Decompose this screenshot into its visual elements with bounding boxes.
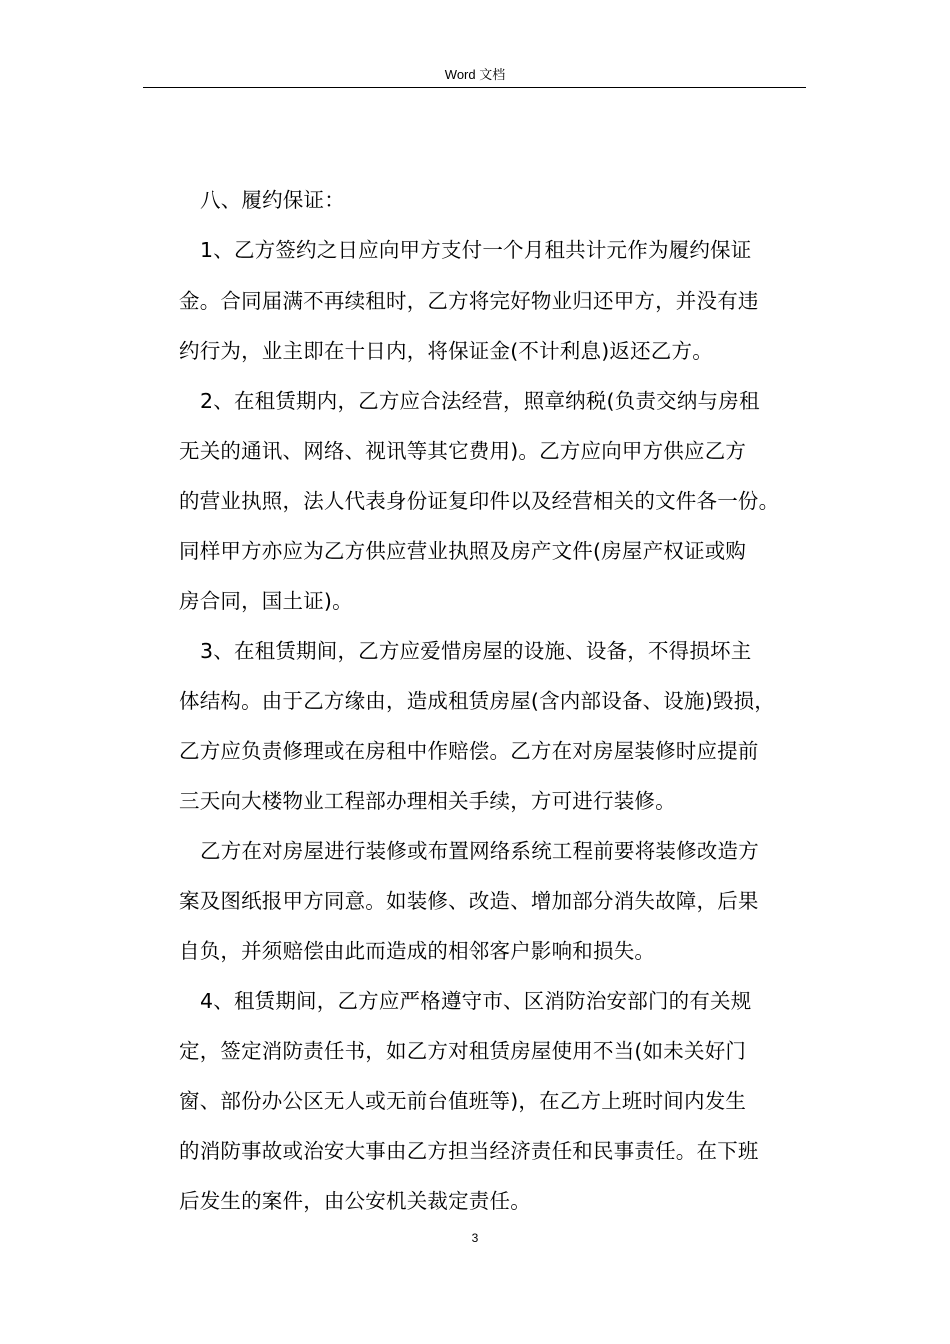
paragraph-line: 的消防事故或治安大事由乙方担当经济责任和民事责任。在下班 <box>179 1139 759 1163</box>
paragraph-line: 1、乙方签约之日应向甲方支付一个月租共计元作为履约保证 <box>200 238 752 262</box>
paragraph-line: 3、在租赁期间，乙方应爱惜房屋的设施、设备，不得损坏主 <box>200 639 752 663</box>
paragraph-line: 4、租赁期间，乙方应严格遵守市、区消防治安部门的有关规 <box>200 989 752 1013</box>
paragraph-line: 自负，并须赔偿由此而造成的相邻客户影响和损失。 <box>179 939 656 963</box>
paragraph-line: 房合同，国土证)。 <box>179 589 353 613</box>
paragraph-line: 乙方应负责修理或在房租中作赔偿。乙方在对房屋装修时应提前 <box>179 739 759 763</box>
paragraph-line: 窗、部份办公区无人或无前台值班等)，在乙方上班时间内发生 <box>179 1089 747 1113</box>
paragraph-line: 定，签定消防责任书，如乙方对租赁房屋使用不当(如未关好门 <box>179 1039 747 1063</box>
paragraph-line: 后发生的案件，由公安机关裁定责任。 <box>179 1189 531 1213</box>
page-number: 3 <box>471 1231 479 1245</box>
section-heading: 八、履约保证： <box>200 188 345 212</box>
paragraph-line: 乙方在对房屋进行装修或布置网络系统工程前要将装修改造方 <box>200 839 759 863</box>
paragraph-line: 无关的通讯、网络、视讯等其它费用)。乙方应向甲方供应乙方 <box>179 439 747 463</box>
paragraph-line: 2、在租赁期内，乙方应合法经营，照章纳税(负责交纳与房租 <box>200 389 760 413</box>
paragraph-line: 案及图纸报甲方同意。如装修、改造、增加部分消失故障，后果 <box>179 889 759 913</box>
paragraph-line: 同样甲方亦应为乙方供应营业执照及房产文件(房屋产权证或购 <box>179 539 747 563</box>
page-header-title: Word 文档 <box>444 67 506 82</box>
paragraph-line: 体结构。由于乙方缘由，造成租赁房屋(含内部设备、设施)毁损， <box>179 689 775 713</box>
paragraph-line: 金。合同届满不再续租时，乙方将完好物业归还甲方，并没有违 <box>179 289 759 313</box>
paragraph-line: 约行为，业主即在十日内，将保证金(不计利息)返还乙方。 <box>179 339 713 363</box>
paragraph-line: 三天向大楼物业工程部办理相关手续，方可进行装修。 <box>179 789 676 813</box>
paragraph-line: 的营业执照，法人代表身份证复印件以及经营相关的文件各一份。 <box>179 489 780 513</box>
